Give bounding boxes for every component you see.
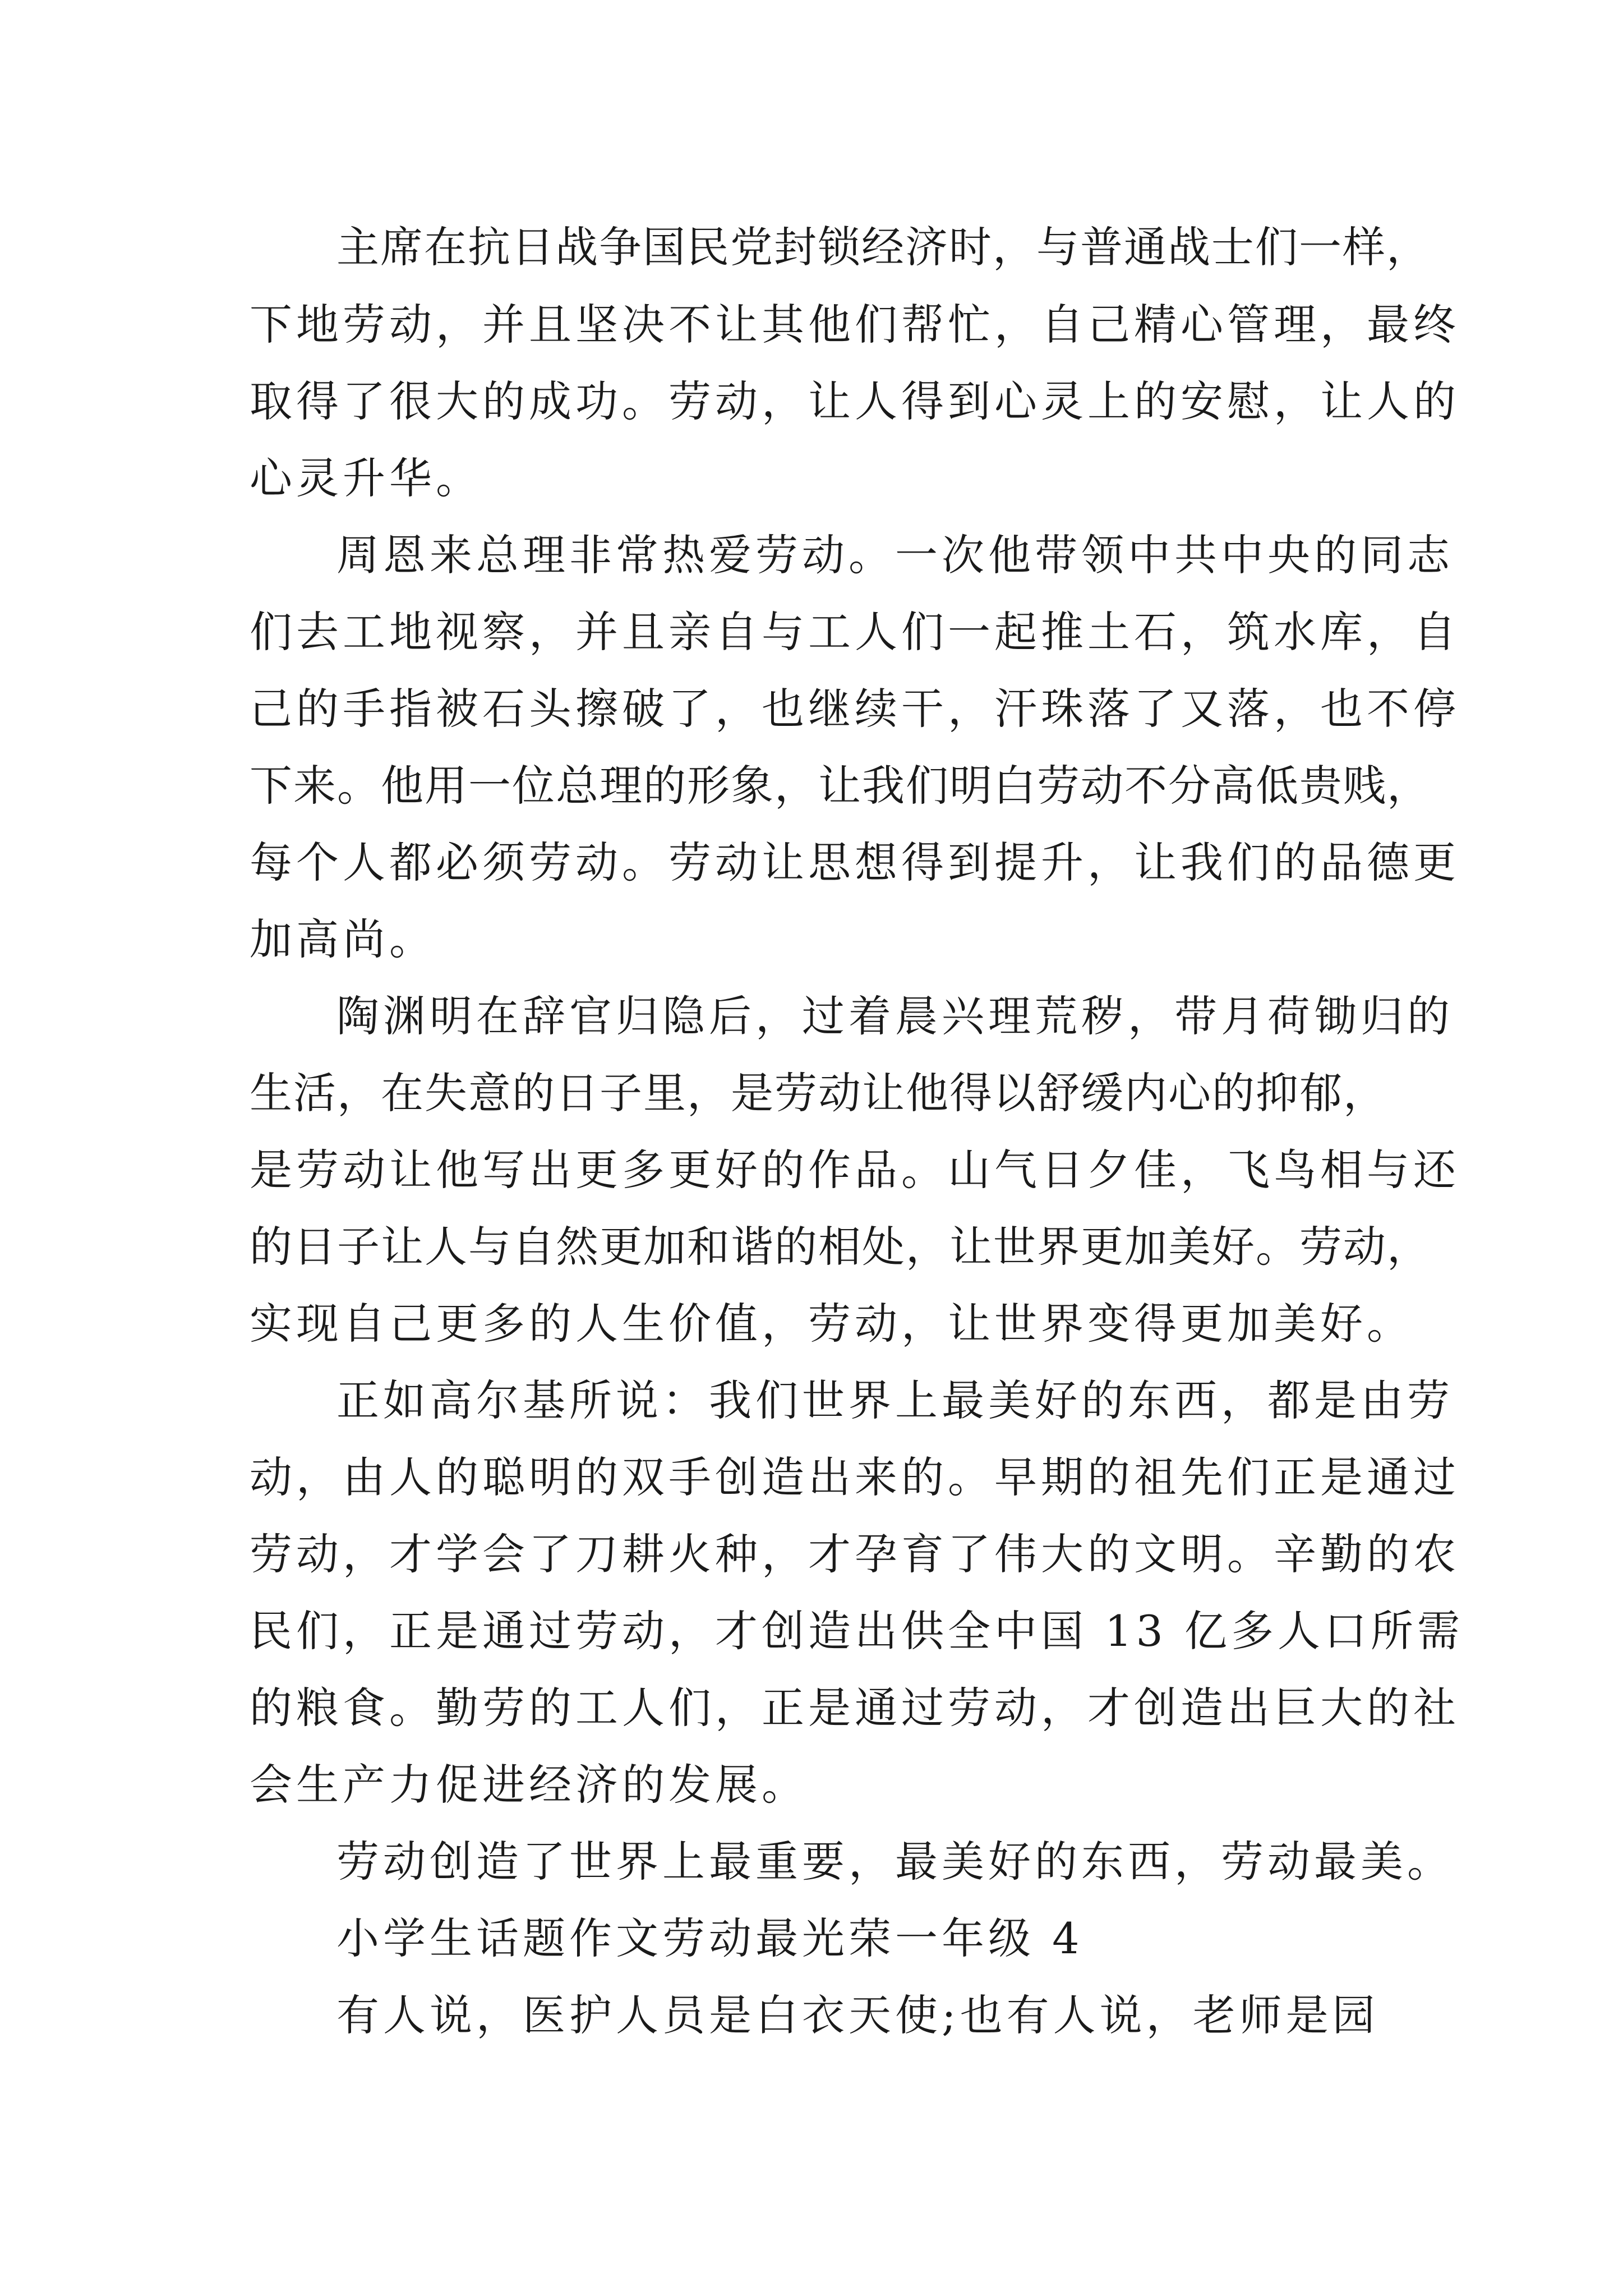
text-line: 每个人都必须劳动。劳动让思想得到提升，让我们的品德更 bbox=[250, 838, 1460, 887]
text-line: 正如高尔基所说：我们世界上最美好的东西，都是由劳 bbox=[336, 1375, 1454, 1425]
text-line: 取得了很大的成功。劳动，让人得到心灵上的安慰，让人的 bbox=[250, 376, 1460, 426]
text-line: 主席在抗日战争国民党封锁经济时，与普通战士们一样， bbox=[336, 222, 1430, 272]
text-line: 动，由人的聪明的双手创造出来的。早期的祖先们正是通过 bbox=[250, 1452, 1460, 1502]
text-line: 陶渊明在辞官归隐后，过着晨兴理荒秽，带月荷锄归的 bbox=[336, 991, 1454, 1041]
text-line: 实现自己更多的人生价值，劳动，让世界变得更加美好。 bbox=[250, 1299, 1413, 1349]
text-line: 加高尚。 bbox=[250, 914, 436, 964]
section-heading: 小学生话题作文劳动最光荣一年级 4 bbox=[336, 1913, 1083, 1963]
text-line: 有人说，医护人员是白衣天使;也有人说，老师是园 bbox=[336, 1990, 1379, 2040]
text-line: 的日子让人与自然更加和谐的相处，让世界更加美好。劳动， bbox=[250, 1222, 1431, 1272]
text-line: 会生产力促进经济的发展。 bbox=[250, 1760, 808, 1810]
text-line: 下地劳动，并且坚决不让其他们帮忙，自己精心管理，最终 bbox=[250, 300, 1460, 349]
text-line: 心灵升华。 bbox=[250, 453, 482, 503]
text-line: 劳动创造了世界上最重要，最美好的东西，劳动最美。 bbox=[336, 1837, 1454, 1887]
text-line: 己的手指被石头擦破了，也继续干，汗珠落了又落，也不停 bbox=[250, 684, 1460, 734]
text-line: 生活，在失意的日子里，是劳动让他得以舒缓内心的抑郁， bbox=[250, 1068, 1387, 1118]
text-line: 周恩来总理非常热爱劳动。一次他带领中共中央的同志 bbox=[336, 530, 1454, 580]
text-line: 劳动，才学会了刀耕火种，才孕育了伟大的文明。辛勤的农 bbox=[250, 1529, 1460, 1579]
text-line: 下来。他用一位总理的形象，让我们明白劳动不分高低贵贱， bbox=[250, 761, 1431, 811]
text-line: 们去工地视察，并且亲自与工人们一起推土石，筑水库，自 bbox=[250, 607, 1460, 657]
text-line: 的粮食。勤劳的工人们，正是通过劳动，才创造出巨大的社 bbox=[250, 1683, 1460, 1733]
text-line: 是劳动让他写出更多更好的作品。山气日夕佳，飞鸟相与还 bbox=[250, 1145, 1460, 1195]
text-line: 民们，正是通过劳动，才创造出供全中国 13 亿多人口所需 bbox=[250, 1606, 1464, 1656]
